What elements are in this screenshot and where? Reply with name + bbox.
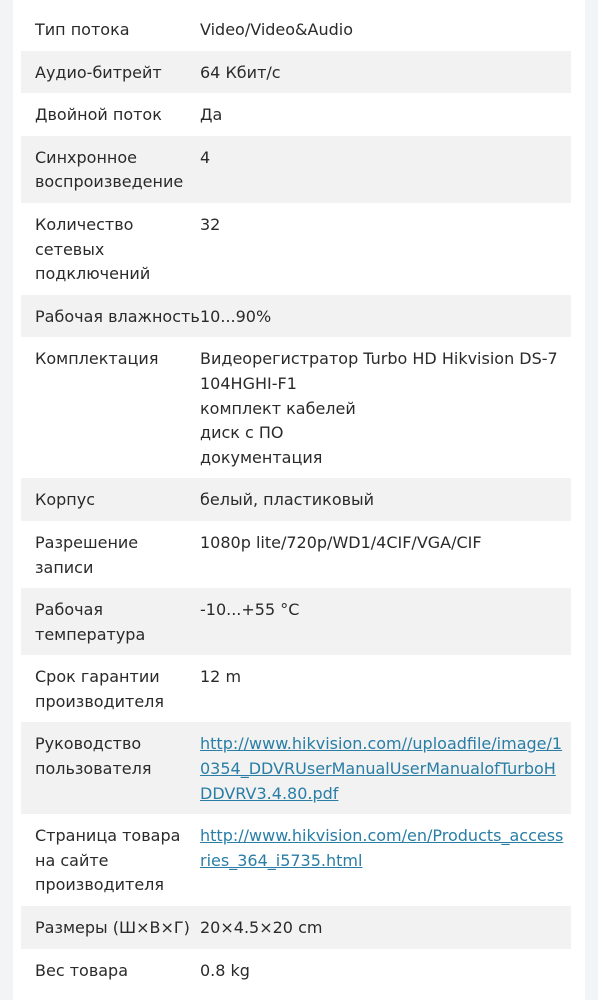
spec-value-line: диск с ПО (200, 423, 284, 443)
spec-value (200, 598, 571, 623)
spec-value-line: 0.8 kg (200, 960, 250, 980)
spec-row-dual-stream (21, 93, 571, 136)
spec-value (200, 61, 571, 86)
spec-value-line: 1080p lite/720p/WD1/4CIF/VGA/CIF (200, 532, 482, 552)
spec-row-network-connections (21, 203, 571, 295)
spec-key: Комплектация (35, 349, 159, 369)
spec-key: Рабочая температура (35, 600, 146, 644)
spec-value-line: 32 (200, 214, 221, 234)
spec-key: Двойной поток (35, 105, 162, 125)
spec-value (200, 732, 571, 806)
spec-row-sync-playback (21, 136, 571, 203)
spec-value-line: белый, пластиковый (200, 490, 375, 510)
spec-key: Количество сетевых подключений (35, 214, 151, 284)
spec-row-user-manual (21, 722, 571, 814)
spec-value-line: Video/Video&Audio (200, 20, 353, 39)
spec-row-weight (21, 949, 571, 992)
spec-value (200, 103, 571, 128)
spec-value-line: 12 m (200, 667, 242, 687)
spec-row-humidity (21, 295, 571, 338)
product-page-link[interactable]: http://www.hikvision.com/en/Products_accessries_364_i5735.html (200, 826, 564, 870)
spec-key: Корпус (35, 490, 96, 510)
spec-value (200, 824, 571, 873)
spec-row-stream-type (21, 8, 571, 51)
spec-value-line: Да (200, 105, 223, 125)
spec-key: Вес товара (35, 960, 129, 980)
spec-value (200, 213, 571, 238)
spec-row-housing (21, 478, 571, 521)
spec-key: Страница товара на сайте производителя (35, 826, 181, 895)
specs-table (21, 8, 571, 991)
spec-value (200, 916, 571, 941)
spec-value-line: -10...+55 °C (200, 600, 300, 620)
spec-key: Аудио-битрейт (35, 62, 162, 82)
spec-value (200, 488, 571, 513)
spec-row-record-resolution (21, 521, 571, 588)
spec-row-package-contents (21, 337, 571, 478)
spec-key: Размеры (Ш×В×Г) (35, 918, 190, 938)
spec-value (200, 531, 571, 556)
spec-value (200, 347, 571, 470)
spec-value-line: документация (200, 447, 323, 467)
spec-value (200, 959, 571, 984)
spec-value-line: Видеорегистратор Turbo HD Hikvision DS-7104HGHI-F1 (200, 349, 558, 393)
user-manual-link[interactable]: http://www.hikvision.com//uploadfile/image/10354_DDVRUserManualUserManualofTurboHDDVRV3.4.80.pdf (200, 734, 563, 803)
spec-key: Тип потока (35, 20, 130, 39)
spec-row-audio-bitrate (21, 51, 571, 94)
spec-value-line: 64 Кбит/с (200, 62, 281, 82)
spec-key: Срок гарантии производителя (35, 667, 165, 711)
spec-row-product-page (21, 814, 571, 906)
spec-key: Синхронное воспроизведение (35, 147, 184, 192)
spec-key: Разрешение записи (35, 532, 139, 577)
spec-value (200, 18, 571, 43)
spec-row-warranty (21, 655, 571, 722)
spec-value (200, 146, 571, 171)
specs-card (13, 0, 585, 1000)
spec-value-line: 10...90% (200, 306, 272, 326)
spec-row-dimensions (21, 906, 571, 949)
spec-key: Руководство пользователя (35, 734, 152, 779)
spec-row-temperature (21, 588, 571, 655)
spec-value-line: 20×4.5×20 cm (200, 918, 323, 938)
spec-value-line: 4 (200, 147, 211, 167)
spec-value-line: комплект кабелей (200, 398, 356, 418)
spec-value (200, 305, 571, 330)
spec-value (200, 665, 571, 690)
spec-key: Рабочая влажность (35, 306, 200, 326)
